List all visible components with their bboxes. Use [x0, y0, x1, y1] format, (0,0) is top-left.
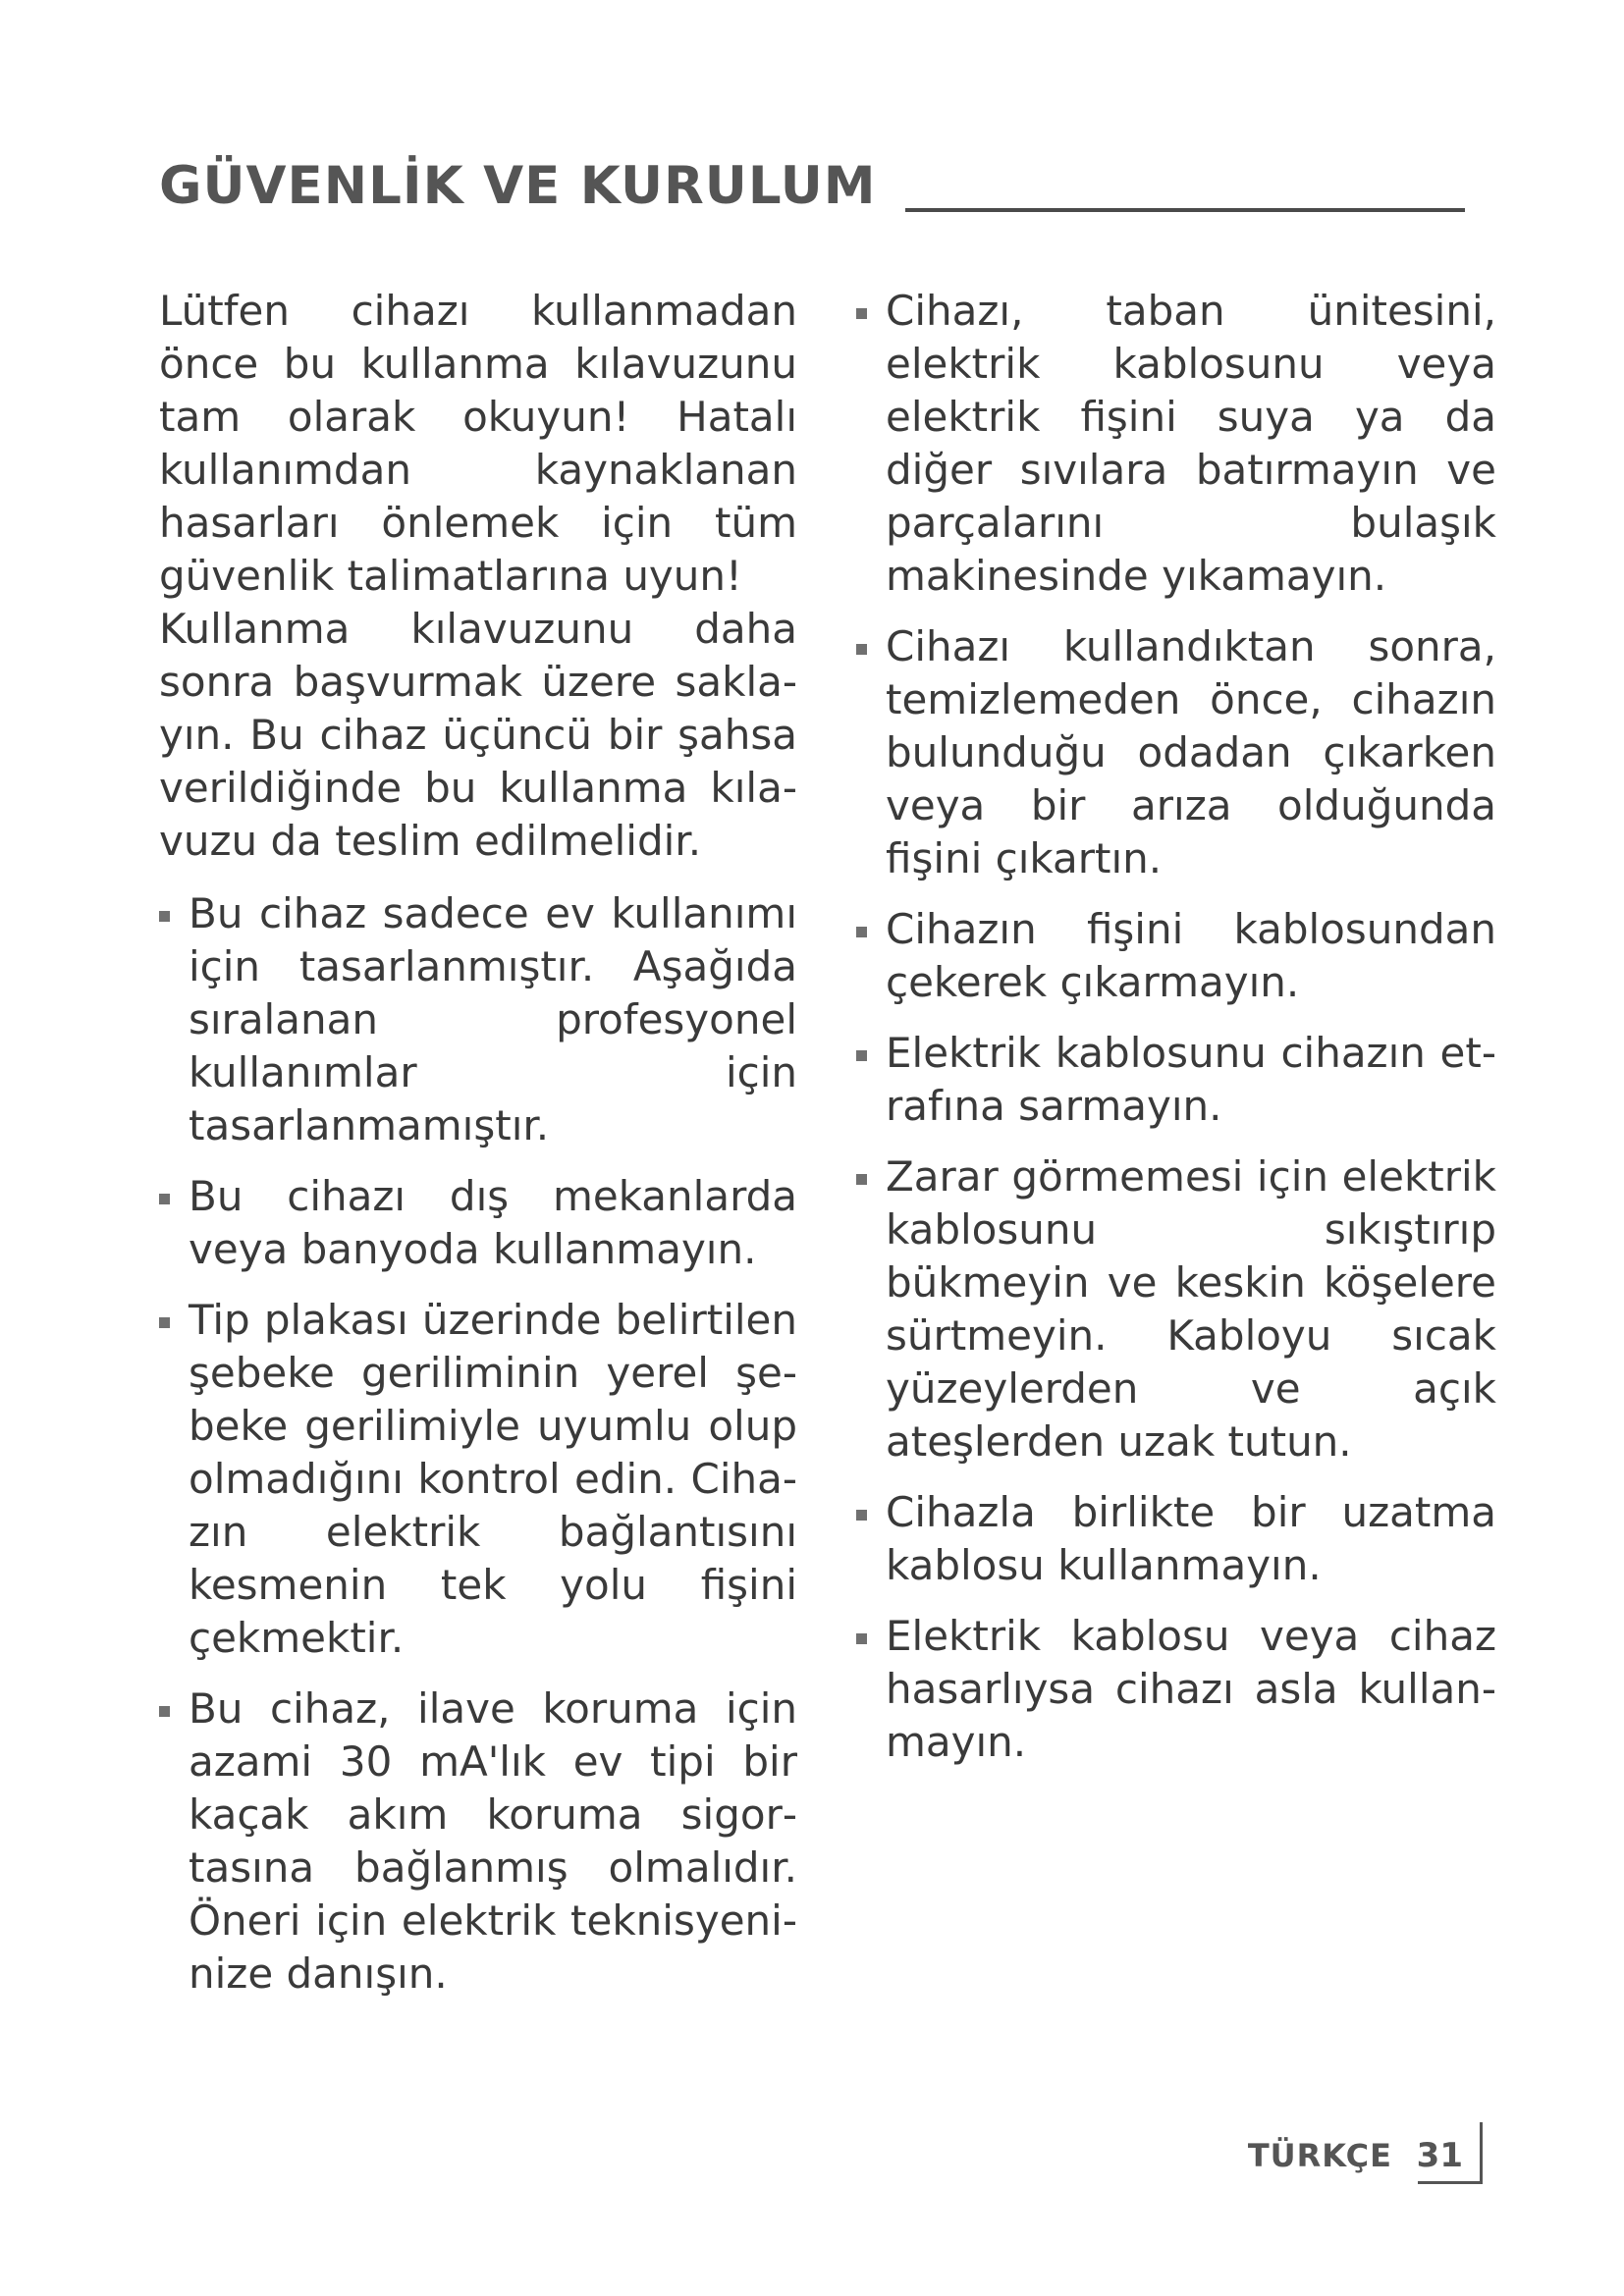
- square-bullet-icon: [856, 644, 867, 655]
- list-item-text: Cihazı kullandıktan sonra, temizlemeden önce, cihazın bulunduğu odadan çıkarken veya bir arıza olduğunda fişini çıkartın.: [886, 622, 1496, 882]
- list-item: [159, 887, 797, 1152]
- list-item-text: Tip plakası üzerinde belirtilen şebeke geriliminin yerel şebeke gerilimiyle uyumlu olup olmadığını kontrol edin. Cihazın elektrik bağlantısını kesmenin tek yolu fişini çekmektir.: [189, 1296, 797, 1662]
- footer-rule-vertical: [1480, 2122, 1483, 2183]
- list-item: [856, 903, 1496, 1009]
- footer-rule-horizontal: [1418, 2181, 1483, 2184]
- safety-list-right: [856, 285, 1496, 1769]
- list-item: [856, 1486, 1496, 1592]
- intro-paragraph: Lütfen cihazı kullanmadan önce bu kullanma kılavuzunu tam olarak okuyun! Hatalı kullanımdan kaynaklanan hasarları önlemek için tüm güvenlik talimatlarına uyun!: [159, 287, 797, 600]
- header-rule: [905, 208, 1465, 212]
- list-item-text: Cihazın fişini kablosundan çekerek çıkarmayın.: [886, 905, 1496, 1006]
- list-item-text: Cihazı, taban ünitesini, elektrik kablosunu veya elektrik fişini suya ya da diğer sıvılara batırmayın ve parçalarını bulaşık makinesinde yıkamayın.: [886, 287, 1496, 600]
- page-title: GÜVENLİK VE KURULUM: [159, 156, 877, 216]
- intro-text: [159, 285, 797, 868]
- square-bullet-icon: [856, 1510, 867, 1521]
- list-item: [159, 1170, 797, 1276]
- right-column: [856, 285, 1496, 1787]
- page-footer: [1247, 2122, 1490, 2187]
- list-item: [159, 1682, 797, 2001]
- left-column: [159, 285, 797, 2018]
- list-item-text: Zarar görmemesi için elektrik kablosunu sıkıştırıp bükmeyin ve keskin köşelere sürtmeyin. Kabloyu sıcak yüzeylerden ve açık ateşlerden uzak tutun.: [886, 1152, 1496, 1466]
- square-bullet-icon: [159, 911, 170, 922]
- list-item-text: Bu cihaz sadece ev kullanımı için tasarlanmıştır. Aşağıda sıralanan profesyonel kullanımlar için tasarlanmamıştır.: [189, 889, 797, 1149]
- square-bullet-icon: [856, 1050, 867, 1061]
- square-bullet-icon: [856, 308, 867, 319]
- intro-paragraph: Kullanma kılavuzunu daha sonra başvurmak üzere saklayın. Bu cihaz üçüncü bir şahsa verildiğinde bu kullanma kılavuzu da teslim edilmelidir.: [159, 605, 797, 865]
- list-item: [856, 1610, 1496, 1769]
- square-bullet-icon: [159, 1194, 170, 1204]
- square-bullet-icon: [856, 1633, 867, 1644]
- list-item-text: Bu cihazı dış mekanlarda veya banyoda kullanmayın.: [189, 1172, 797, 1273]
- list-item: [856, 620, 1496, 885]
- list-item: [856, 1150, 1496, 1468]
- list-item-text: Elektrik kablosunu cihazın etrafına sarmayın.: [886, 1029, 1496, 1130]
- list-item: [856, 1027, 1496, 1133]
- list-item-text: Bu cihaz, ilave koruma için azami 30 mA'lık ev tipi bir kaçak akım koruma sigortasına bağlanmış olmalıdır. Öneri için elektrik teknisyeninize danışın.: [189, 1684, 797, 1998]
- square-bullet-icon: [159, 1317, 170, 1328]
- safety-list-left: [159, 887, 797, 2001]
- list-item: [159, 1294, 797, 1665]
- page-number: 31: [1416, 2136, 1463, 2175]
- square-bullet-icon: [159, 1706, 170, 1717]
- page-header: [159, 147, 1465, 226]
- square-bullet-icon: [856, 1174, 867, 1185]
- list-item: [856, 285, 1496, 603]
- list-item-text: Elektrik kablosu veya cihaz hasarlıysa cihazı asla kullanmayın.: [886, 1612, 1496, 1766]
- list-item-text: Cihazla birlikte bir uzatma kablosu kullanmayın.: [886, 1488, 1496, 1589]
- language-label: TÜRKÇE: [1247, 2137, 1392, 2174]
- square-bullet-icon: [856, 927, 867, 937]
